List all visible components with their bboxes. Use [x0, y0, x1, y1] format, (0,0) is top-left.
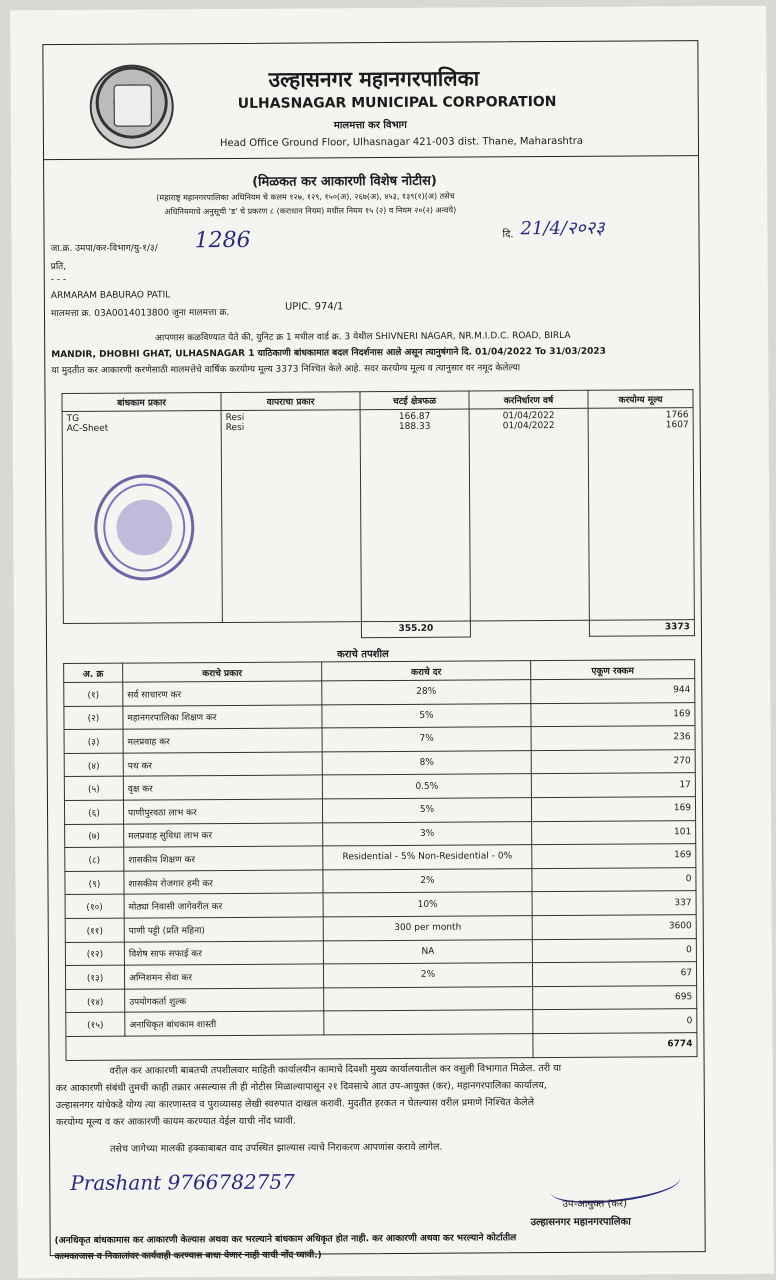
tax-row-rate: 7%: [322, 727, 531, 752]
tax-row-name: मलप्रवाह सुविधा लाभ कर: [124, 822, 323, 847]
office-address: Head Office Ground Floor, Ulhasnagar 421-003 dist. Thane, Maharashtra: [219, 135, 584, 150]
col-assessment-year: करनिर्धारण वर्ष: [469, 390, 588, 409]
tax-row-amount: 337: [532, 891, 696, 916]
notice-title: (मिळकत कर आकारणी विशेष नोटीस): [252, 173, 437, 190]
col-tax-type: कराचे प्रकार: [123, 662, 322, 682]
tax-row-rate: Residential - 5% Non-Residential - 0%: [323, 845, 532, 870]
tax-row-name: पाणी पट्टी (प्रति महिना): [124, 917, 323, 942]
tax-row-name: अनाधिकृत बांधकाम शास्ती: [125, 1011, 324, 1036]
title-english: ULHASNAGAR MUNICIPAL CORPORATION: [237, 93, 557, 112]
year-cell: [469, 408, 589, 621]
notice-paper: [10, 6, 774, 1279]
tax-row-serial: (४): [64, 753, 123, 777]
value-cell: [588, 408, 694, 621]
col-usage-type: वापराचा प्रकार: [221, 392, 360, 411]
tax-row-serial: (३): [64, 729, 123, 753]
tax-row-amount: 270: [531, 749, 695, 774]
tax-row-name: शासकीय रोजगार हमी कर: [124, 870, 323, 895]
note-line-2: कामकाजास व निकालांवर कार्यवाही करण्यास बाधा येणार नाही याची नोंद घ्यावी.): [54, 1250, 322, 1263]
tax-row-name: उपयोगकर्ता शुल्क: [125, 988, 324, 1013]
tax-row-serial: (१४): [66, 989, 125, 1013]
owner-name: ARMARAM BABURAO PATIL: [50, 290, 171, 302]
total-taxable-value: 3373: [589, 620, 694, 637]
col-tax-rate: कराचे दर: [322, 661, 531, 681]
office-seal-stamp: [94, 474, 195, 581]
tax-row-name: विशेष साफ सफाई कर: [124, 940, 323, 965]
tax-row-rate: 0.5%: [322, 774, 531, 799]
value-2: 1607: [665, 420, 689, 431]
tax-total-row: [66, 1033, 697, 1060]
tax-row-amount: 0: [532, 938, 696, 963]
total-area: 355.20: [361, 621, 470, 638]
tax-row-rate: [324, 1010, 533, 1035]
note-line-1: (अनधिकृत बांधकामास कर आकारणी केल्यास अथवा कर भरल्याने बांधकाम अधिकृत होत नाही. कर आकारणी अथवा कर भरल्याने कोर्टातील: [54, 1233, 517, 1247]
tax-row-rate: 2%: [323, 868, 532, 893]
dashes: - - -: [50, 274, 67, 286]
col-serial: अ. क्र: [64, 663, 123, 682]
tax-row-rate: 300 per month: [323, 916, 532, 941]
tax-row-rate: 8%: [322, 750, 531, 775]
law-reference-1: (महाराष्ट्र महानगरपालिका अधिनियम चे कलम १२७, १२९, १५०(अ), २६७(अ), ४५३, १३९(१)(अ) तसेच: [156, 191, 455, 203]
tax-row-serial: (९): [65, 871, 124, 895]
usage-2: Resi: [225, 422, 245, 434]
tax-row-name: अग्निशमन सेवा कर: [124, 964, 323, 989]
body-line-1: आपणास कळविण्यात येते की, युनिट क्र 1 मधील वार्ड क्र. 3 येथील SHIVNERI NAGAR, NR.M.I.D.C. ROAD, BIRLA: [155, 330, 571, 344]
tax-row-name: मोठ्या निवासी जागेवरील कर: [124, 893, 323, 918]
footer-line-5: तसेच जागेच्या मालकी हक्काबाबत वाद उपस्थित झाल्यास त्याचे निराकरण आपणांस करावे लागेल.: [110, 1141, 443, 1155]
signatory-title: उप-आयुक्त (कर): [562, 1198, 628, 1210]
tax-row-name: सर्व साधारण कर: [123, 681, 322, 706]
tax-table-caption: कराचे तपशील: [337, 649, 389, 661]
tax-row-rate: 2%: [323, 963, 532, 988]
tax-row-serial: (१०): [65, 894, 124, 918]
col-total-amount: एकूण रक्कम: [531, 660, 695, 680]
tax-row-amount: 3600: [532, 915, 696, 940]
tax-row-rate: 10%: [323, 892, 532, 917]
tax-row-serial: (७): [65, 824, 124, 848]
value-1: 1766: [665, 410, 689, 421]
area-2: 188.33: [398, 421, 431, 432]
usage-cell: [221, 410, 361, 623]
date-value: 21/4/२०२३: [520, 217, 605, 240]
tax-row-rate: 3%: [323, 821, 532, 846]
area-cell: [360, 409, 470, 622]
tax-row-rate: 5%: [322, 798, 531, 823]
body-line-2: MANDIR, DHOBHI GHAT, ULHASNAGAR 1 याठिकाणी बांधकामात बदल निदर्शनास आले असून त्यानुषंगाने दि. 01/04/2022 To 31/03/2023: [51, 346, 606, 361]
department-name: मालमत्ता कर विभाग: [333, 119, 407, 132]
area-1: 166.87: [398, 411, 431, 422]
tax-row-serial: (१२): [65, 942, 124, 966]
construction-1: TG: [66, 413, 80, 424]
tax-row-serial: (११): [65, 918, 124, 942]
body-line-3: या मुदतीत कर आकारणी करणेसाठी मालमत्तेचे वार्षिक करयोग्य मूल्य 3373 निश्चित केले आहे. सदर करयोग्य मूल्य व त्यानुसार वर नमूद केलेल्या: [51, 363, 521, 377]
document-frame: [42, 40, 705, 1263]
tax-row-amount: 0: [533, 1009, 697, 1034]
tax-row-amount: 67: [532, 962, 696, 987]
reference-prefix: जा.क्र. उमपा/कर-विभाग/यु-१/३/: [50, 243, 158, 255]
tax-row-amount: 695: [533, 985, 697, 1010]
tax-row-amount: 169: [531, 702, 695, 727]
tax-row-rate: 5%: [322, 703, 531, 728]
col-construction-type: बांधकाम प्रकार: [62, 393, 221, 412]
tax-row-rate: 28%: [322, 680, 531, 705]
col-carpet-area: चटई क्षेत्रफळ: [360, 391, 469, 410]
date-prefix: दि.: [502, 229, 514, 241]
tax-row-serial: (१): [64, 682, 123, 706]
tax-row-name: पाणीपुरवठा लाभ कर: [123, 799, 322, 824]
handwritten-contact: Prashant 9766782757: [70, 1169, 295, 1195]
footer-line-3: उल्हासनगर यांचेकडे योग्य त्या कारणास्तव व पुराव्यासह लेखी स्वरुपात दाखल करावी. मुदतीत हरकत न घेतल्यास वरील प्रमाणे निश्चित केलेले: [55, 1097, 535, 1112]
tax-row-amount: 169: [531, 797, 695, 822]
tax-row-amount: 0: [532, 867, 696, 892]
tax-row-amount: 101: [532, 820, 696, 845]
tax-row-rate: NA: [323, 939, 532, 964]
property-number: मालमत्ता क्र. 03A0014013800 जुना मालमत्ता क्र.: [50, 307, 230, 320]
tax-row-name: शासकीय शिक्षण कर: [124, 846, 323, 871]
title-marathi: उल्हासनगर महानगरपालिका: [268, 66, 480, 92]
footer-line-2: कर आकारणी संबंधी तुमची काही तक्रार असल्यास ती ही नोटीस मिळाल्यापासून २१ दिवसाचे आत उप-आयुक्त (कर), महानगरपालिका कार्यालय,: [55, 1080, 547, 1095]
upic-number: UPIC. 974/1: [284, 301, 344, 313]
tax-row-name: महानगरपालिका शिक्षण कर: [123, 705, 322, 730]
tax-row-serial: (२): [64, 706, 123, 730]
tax-table: [63, 659, 697, 1060]
tax-row-serial: (१३): [65, 965, 124, 989]
tax-row-name: वृक्ष कर: [123, 775, 322, 800]
tax-row-amount: 944: [531, 679, 695, 704]
tax-row-amount: 17: [531, 773, 695, 798]
construction-2: AC-Sheet: [66, 423, 109, 434]
tax-row-amount: 169: [532, 844, 696, 869]
law-reference-2: अधिनियमाचे अनुसूची 'ड' चे प्रकरण ८ (कराधान नियम) मधील नियम १५ (२) व नियम २०(२) अन्वये): [164, 205, 457, 217]
tax-total-spacer: [66, 1034, 533, 1060]
tax-total-amount: 6774: [533, 1033, 697, 1058]
reference-number: 1286: [194, 227, 251, 254]
tax-row-serial: (५): [64, 777, 123, 801]
col-taxable-value: करयोग्य मूल्य: [588, 390, 693, 409]
tax-row-name: मलप्रवाह कर: [123, 728, 322, 753]
recipient-label: प्रति,: [50, 261, 67, 273]
footer-line-1: वरील कर आकारणी बाबतची तपशीलवार माहिती कार्यालयीन कामाचे दिवशी मुख्य कार्यालयातील कर वसुली विभागात मिळेल. तरी या: [109, 1062, 562, 1077]
tax-row-serial: (८): [65, 847, 124, 871]
usage-1: Resi: [225, 412, 245, 424]
signatory-organization: उल्हासनगर महानगरपालिका: [530, 1216, 631, 1229]
tax-row-serial: (६): [64, 800, 123, 824]
tax-row-rate: [324, 986, 533, 1011]
corporation-logo-icon: [89, 64, 174, 149]
tax-row-name: पथ कर: [123, 752, 322, 777]
footer-line-4: करयोग्य मूल्य व कर आकारणी कायम करण्यात येईल याची नोंद घ्यावी.: [55, 1115, 296, 1129]
year-1: 01/04/2022: [502, 411, 555, 422]
tax-row-serial: (१५): [66, 1012, 125, 1036]
tax-row-amount: 236: [531, 726, 695, 751]
header-divider: [44, 155, 698, 160]
year-2: 01/04/2022: [502, 421, 555, 432]
